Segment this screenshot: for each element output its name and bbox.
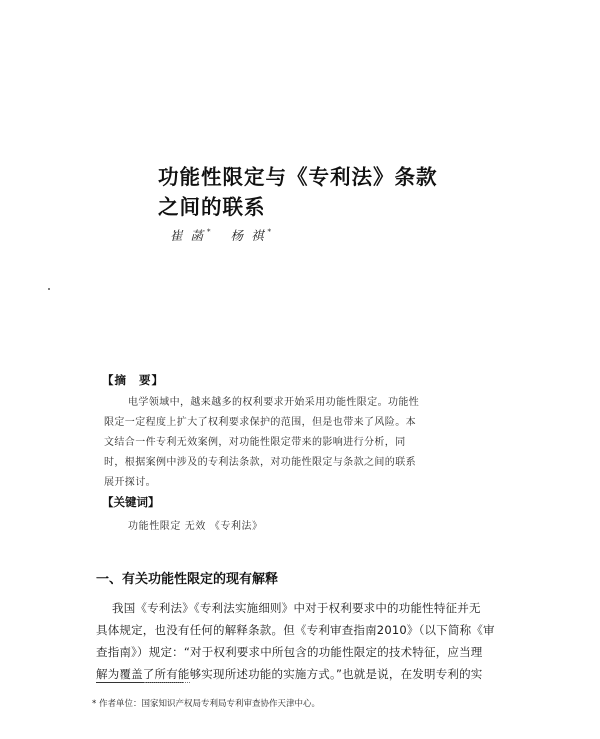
abstract-line: 展开探讨。 xyxy=(104,477,156,488)
article-title-line-2: 之间的联系 xyxy=(158,195,266,219)
author-mark: * xyxy=(267,228,273,236)
scan-speck xyxy=(48,288,50,290)
abstract-label: 【摘 要】 xyxy=(102,373,164,387)
abstract-line: 文结合一件专利无效案例，对功能性限定带来的影响进行分析，同 xyxy=(104,437,406,448)
section-heading: 一、有关功能性限定的现有解释 xyxy=(96,572,279,587)
footnote: * 作者单位：国家知识产权局专利局专利审查协作天津中心。 xyxy=(92,699,320,709)
author-list xyxy=(170,226,273,244)
footnote-rule-faint xyxy=(144,682,190,683)
body-line: 我国《专利法》《专利法实施细则》中对于权利要求中的功能性特征并无 xyxy=(112,601,481,615)
abstract-line: 时，根据案例中涉及的专利法条款，对功能性限定与条款之间的联系 xyxy=(104,457,416,468)
body-line: 具体规定，也没有任何的解释条款。但《专利审查指南2010》（以下简称《审 xyxy=(96,623,495,637)
author-name: 崔 菡 xyxy=(170,228,205,243)
article-title-line-1: 功能性限定与《专利法》条款 xyxy=(158,165,438,189)
author-name: 杨 祺 xyxy=(230,228,266,243)
keywords-label: 【关键词】 xyxy=(102,495,160,509)
author-mark: * xyxy=(206,228,213,236)
abstract-line: 限定一定程度上扩大了权利要求保护的范围，但是也带来了风险。本 xyxy=(104,417,416,428)
body-line: 查指南》）规定：“对于权利要求中所包含的功能性限定的技术特征，应当理 xyxy=(96,645,483,659)
abstract-line: 电学领域中，越来越多的权利要求开始采用功能性限定。功能性 xyxy=(128,397,420,408)
body-line: 解为覆盖了所有能够实现所述功能的实施方式。”也就是说，在发明专利的实 xyxy=(96,667,483,681)
keywords-value: 功能性限定 无效 《专利法》 xyxy=(128,521,263,532)
